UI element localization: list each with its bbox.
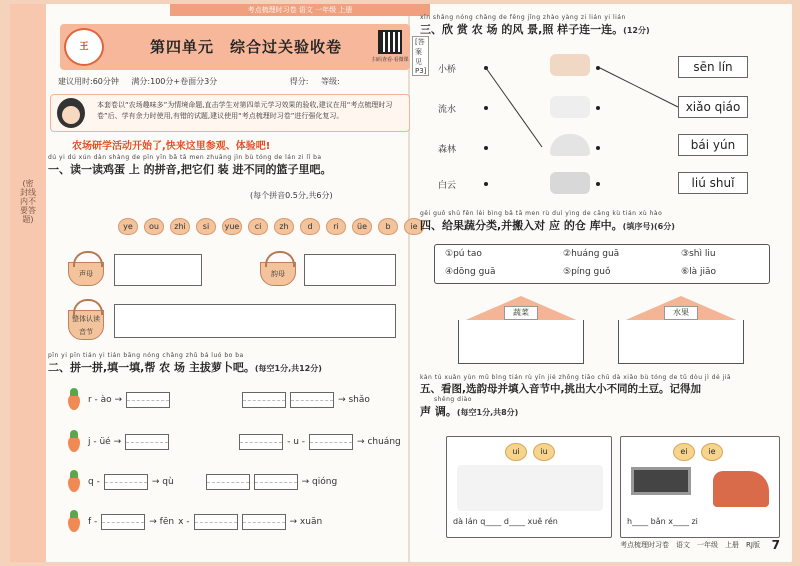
binding-strip [10,4,46,562]
option: ⑤píng guǒ [563,267,611,277]
option: ②huáng guā [563,249,620,259]
connect-dot[interactable] [596,182,600,186]
q2-row4-left: f - [88,517,98,527]
score-label: 满分:100分+卷面分3分 [131,77,218,86]
q2-row2-mid: - u - [287,437,306,447]
blackboard-icon [631,467,691,495]
q5-pinyin: kàn tú xuǎn yùn mǔ bìng tián rù yīn jié zhōng tiāo chū dà xiǎo bù tóng de tǔ dòu jì dé jiā [420,374,732,381]
word-water: 流水 [438,105,457,115]
q2-note: (每空1分,共12分) [254,364,322,373]
pinyin-box: liú shuǐ [678,172,748,194]
q3-pinyin: xīn shǎng nóng chǎng de fēng jǐng zhào yàng zi lián yi lián [420,14,626,21]
option: ③shì liu [681,249,716,259]
q4-pinyin: gěi guǒ shū fēn lèi bìng bǎ tā men rù duì yìng de cāng kù tián xù hào [420,210,663,217]
q2-row4-right: → xuān [289,517,323,527]
connect-dot[interactable] [596,146,600,150]
q2-row4-prefix: x - [178,517,190,527]
q1-note: (每个拼音0.5分,共6分) [250,191,333,200]
q4-title: 四、给果蔬分类,并搬入对 应 的仓 库中。(填序号)(6分) [420,219,675,232]
exam-header [60,24,427,75]
exam-sheet [10,4,792,562]
basket-initials-answer[interactable] [114,254,202,286]
card2-fill[interactable]: h____ bǎn x____ zi [627,517,698,526]
footer-note: 考点梳理时习卷 语文 一年级 上册 RJ版 [620,541,760,549]
warehouse-vegetables[interactable] [446,296,596,364]
egg[interactable]: zh [274,218,294,235]
word-forest: 森林 [438,145,457,155]
answer-box[interactable] [104,474,148,490]
page-fold [408,4,410,562]
water-picture-icon [550,172,590,194]
egg[interactable]: b [378,218,398,235]
answer-box[interactable] [254,474,298,490]
q1-title: 一、读一读鸡蛋 上 的拼音,把它们 装 进不同的篮子里吧。 [48,163,332,176]
pinyin-box: sēn lín [678,56,748,78]
avatar [57,98,85,128]
options-box [434,244,770,284]
pinyin-box: bái yún [678,134,748,156]
option: ①pú tao [445,249,482,259]
page-title: 第四单元 综合过关验收卷 [150,38,343,56]
level-label: 等级: [320,77,340,86]
answer-box[interactable] [101,514,145,530]
answer-box[interactable] [239,434,283,450]
question-4 [420,210,780,233]
basket-whole-answer[interactable] [114,304,396,338]
q2-row4-mid: → fēn [149,517,175,527]
q2-pinyin: pīn yi pīn tián yi tián bāng nóng chǎng zhǔ bá luó bo ba [48,352,244,359]
warehouse-sign: 蔬菜 [504,306,538,320]
q2-row3-right: → qióng [301,477,338,487]
q1-pinyin: dú yi dú xún dàn shàng de pīn yīn bǎ tā men zhuāng jìn bù tóng de lán zi lǐ ba [48,154,322,161]
bridge-picture-icon [550,134,590,156]
final-choice[interactable]: iu [533,443,555,461]
highlight-text: 农场研学活动开始了,快来这里参观、体验吧! [72,141,271,152]
answer-box[interactable] [125,434,169,450]
basket-finals-answer[interactable] [304,254,396,286]
pinyin-box: xiǎo qiáo [678,96,748,118]
q2-row-4 [88,514,322,530]
option: ④dōng guā [445,267,496,277]
picture-card-2 [620,436,780,538]
brand-logo: 王 [64,28,104,66]
answer-box[interactable] [242,392,286,408]
option: ⑥là jiāo [681,267,716,277]
get-score-label: 得分: [289,77,309,86]
egg[interactable]: üe [352,218,372,235]
answer-box[interactable] [194,514,238,530]
q2-row3-mid: → qù [151,477,174,487]
q2-row-2 [88,434,401,450]
egg[interactable]: yue [222,218,242,235]
egg[interactable]: ie [404,218,424,235]
qr-note: 扫码查看·看微课 [372,57,409,63]
time-label: 建议用时:60分钟 [58,77,119,86]
answer-box[interactable] [242,514,286,530]
sample-connection-line [480,59,550,159]
qr-code-icon[interactable] [378,30,402,54]
connect-dot[interactable] [484,182,488,186]
q5-title2: 声 调。(每空1分,共8分) [420,405,519,418]
word-bridge: 小桥 [438,65,457,75]
warehouse-wall [458,320,584,364]
egg[interactable]: ye [118,218,138,235]
egg[interactable]: ri [326,218,346,235]
answer-box[interactable] [126,392,170,408]
carrot-icon [66,388,82,410]
egg[interactable]: ou [144,218,164,235]
q5-title2-pinyin: shēng diào [434,396,472,403]
egg[interactable]: ci [248,218,268,235]
shoe-icon [713,471,769,507]
q2-title: 二、拼一拼,填一填,帮 农 场 主拔萝卜吧。(每空1分,共12分) [48,361,322,374]
q2-row1-left: r - ào → [88,395,123,405]
warehouse-fruits[interactable] [606,296,756,364]
basketball-snowman-icon [457,465,603,511]
final-choice[interactable]: ie [701,443,723,461]
final-choice[interactable]: ui [505,443,527,461]
warehouse-sign: 水果 [664,306,698,320]
egg[interactable]: zhi [170,218,190,235]
word-cloud: 白云 [438,181,457,191]
carrot-icon [66,470,82,492]
q5-title: 五、看图,选韵母并填入音节中,挑出大小不同的土豆。记得加 [420,383,701,395]
question-3 [420,14,780,37]
question-2 [48,352,408,375]
picture-card-1 [446,436,612,538]
page-number: 7 [771,538,780,552]
binding-strip-text: (密封线内不要答题) [20,179,36,224]
q2-row-3 [88,474,337,490]
answer-box[interactable] [290,392,334,408]
answer-tag: [答案见P3] [412,36,429,76]
basket-whole-syllables: 整体认读音节 [68,310,104,340]
carrot-icon [66,430,82,452]
basket-finals: 韵母 [260,262,296,286]
intro-box [50,94,410,132]
q2-row1-right: → shǎo [338,395,370,405]
q2-row3-left: q - [88,477,100,487]
answer-box[interactable] [206,474,250,490]
egg[interactable]: d [300,218,320,235]
question-5 [420,374,788,419]
cloud-picture-icon [550,96,590,118]
top-note: 考点梳理时习卷 语文 一年级 上册 [170,4,430,16]
q2-row2-right: → chuáng [357,437,401,447]
exam-info [58,76,408,87]
sample-connection-line [596,59,686,119]
carrot-icon [66,510,82,532]
warehouse-wall [618,320,744,364]
final-choice[interactable]: ei [673,443,695,461]
q2-row2-left: j - üé → [88,437,122,447]
question-1 [48,154,408,177]
forest-picture-icon [550,54,590,76]
egg-row [118,218,424,235]
card1-fill[interactable]: dà lán q____ d____ xuě rén [453,517,558,526]
egg[interactable]: si [196,218,216,235]
intro-text: 本套卷以“农场趣味多”为情境命题,直击学生对第四单元学习效果的验收,建议在用“考点梳理时习卷”后、学有余力时使用,有错的试题,建议使用“考点梳理时习卷”进行强化复习。 [97,101,393,120]
q2-row-1 [88,392,370,408]
q3-title: 三、欣 赏 农 场 的风 景,照 样子连一连。(12分) [420,23,650,36]
answer-box[interactable] [309,434,353,450]
basket-initials: 声母 [68,262,104,286]
